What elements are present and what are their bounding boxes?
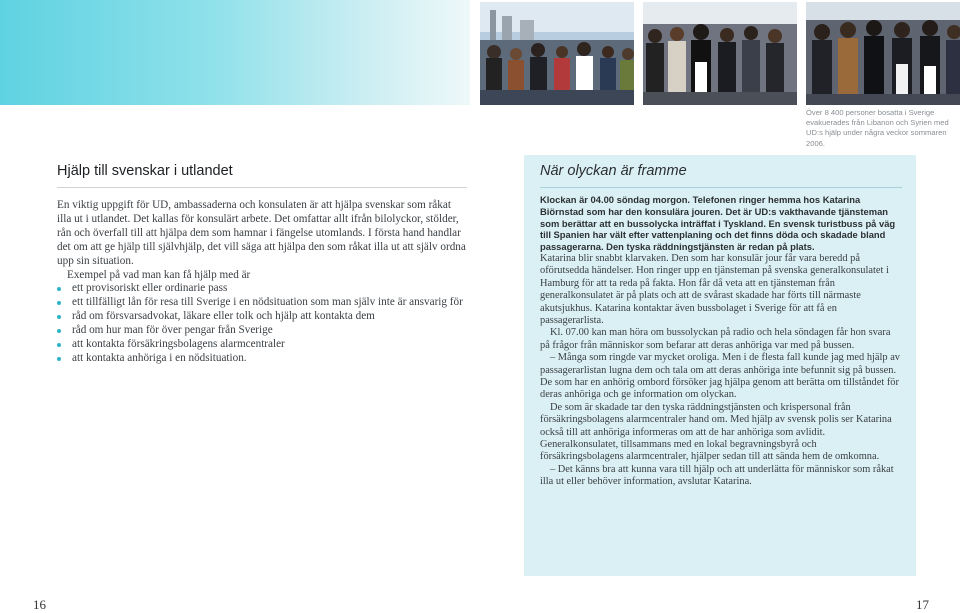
section-title: Hjälp till svenskar i utlandet: [57, 163, 233, 179]
box-title-divider: [540, 187, 902, 188]
list-item: ett tillfälligt lån för resa till Sverige i en nödsituation som man själv inte är ansvarig för: [57, 296, 467, 310]
list-item: råd om hur man för över pengar från Sverige: [57, 324, 467, 338]
bullet-icon: [57, 343, 61, 347]
photo-evacuees-1: [480, 2, 634, 105]
page-number-left: 16: [33, 597, 46, 612]
bullet-icon: [57, 357, 61, 361]
list-item: ett provisoriskt eller ordinarie pass: [57, 282, 467, 296]
photo-caption: Över 8 400 personer bosatta i Sverige evakuerades från Libanon och Syrien med UD:s hjälp under några veckor sommaren 2006.: [806, 108, 949, 148]
left-article: [57, 199, 467, 366]
bullet-icon: [57, 287, 61, 291]
story-paragraph: De som är skadade tar den tyska räddningstjänsten och krispersonal från försäkringsbolagens alarmcentraler hand om. Med hjälp av svensk polis ser Katarina också till att anhöriga informeras om att de har anhöriga som avlidit. Generalkonsulatet, tillsammans med en lokal begravningsbyrå och försäkringsbolagens alarmcentraler, hjälper sedan till att sända hem de omkomna.: [540, 401, 892, 463]
page-number-right: 17: [916, 597, 929, 612]
decorative-banner: [0, 0, 470, 105]
list-item: att kontakta anhöriga i en nödsituation.: [57, 352, 467, 366]
lead-paragraph: Klockan är 04.00 söndag morgon. Telefonen ringer hemma hos Katarina Biörnstad som har den konsulära jouren. Det är UD:s vakthavande tjänsteman som berättar att en bussolycka inträffat i Tyskland. En svensk turistbuss på väg till Spanien har vält efter vattenplaning och det finns döda och skadade bland passagerarna. Den tyska räddningstjänsten är redan på plats.: [540, 194, 896, 253]
box-title: När olyckan är framme: [540, 163, 687, 179]
bullet-icon: [57, 315, 61, 319]
list-item: råd om försvarsadvokat, läkare eller tolk och hjälp att kontakta dem: [57, 310, 467, 324]
bullet-icon: [57, 329, 61, 333]
intro-paragraph: En viktig uppgift för UD, ambassaderna och konsulaten är att hjälpa svenskar som råkat illa ut i utlandet. Det kallas för konsulärt arbete. Det omfattar allt ifrån bilolyckor, stölder, rån och överfall till att hjälpa dem som hamnar i fängelse utomlands. I första hand handlar det om att ge hjälp till självhjälp, det vill säga att hjälpa den som råkat illa ut att själv ordna upp sin situation.: [57, 199, 466, 267]
story-paragraph: – Många som ringde var mycket oroliga. Men i de flesta fall kunde jag med hjälp av passagerarlistan lugna dem och tala om att deras anhöriga inte befunnit sig på bussen. De som har en anhörig ombord försöker jag hjälpa genom att berätta om tillståndet för deras anhöriga och ge information om olyckan.: [540, 352, 901, 401]
story-paragraph: Kl. 07.00 kan man höra om bussolyckan på radio och hela söndagen får hon svara på frågor från människor som befarar att deras anhöriga var med på bussen.: [540, 327, 891, 351]
bullet-icon: [57, 301, 61, 305]
examples-intro: Exempel på vad man kan få hjälp med är: [67, 268, 251, 281]
story-paragraph: Katarina blir snabbt klarvaken. Den som har konsulär jour får vara beredd på oförutsedda händelser. Hon ringer upp en tjänsteman på svenska generalkonsulatet i Hamburg för att ta reda på fakta. Hon får då veta att en tjänsteman från generalkonsulatet är på plats och att de svårast skadade har förts till närmaste akutsjukhus. Katarina kontaktar även bussbolaget i Sverige för att få en passagerarlista.: [540, 252, 889, 327]
photo-evacuees-2: [643, 2, 797, 105]
photo-evacuees-3: [806, 2, 960, 105]
help-list: [57, 282, 467, 365]
list-item: att kontakta försäkringsbolagens alarmcentraler: [57, 338, 467, 352]
case-story-text: [540, 194, 900, 489]
story-paragraph: – Det känns bra att kunna vara till hjälp och att underlätta för människor som råkat illa ut eller behöver information, avslutar Katarina.: [540, 463, 894, 488]
title-divider: [57, 187, 467, 188]
